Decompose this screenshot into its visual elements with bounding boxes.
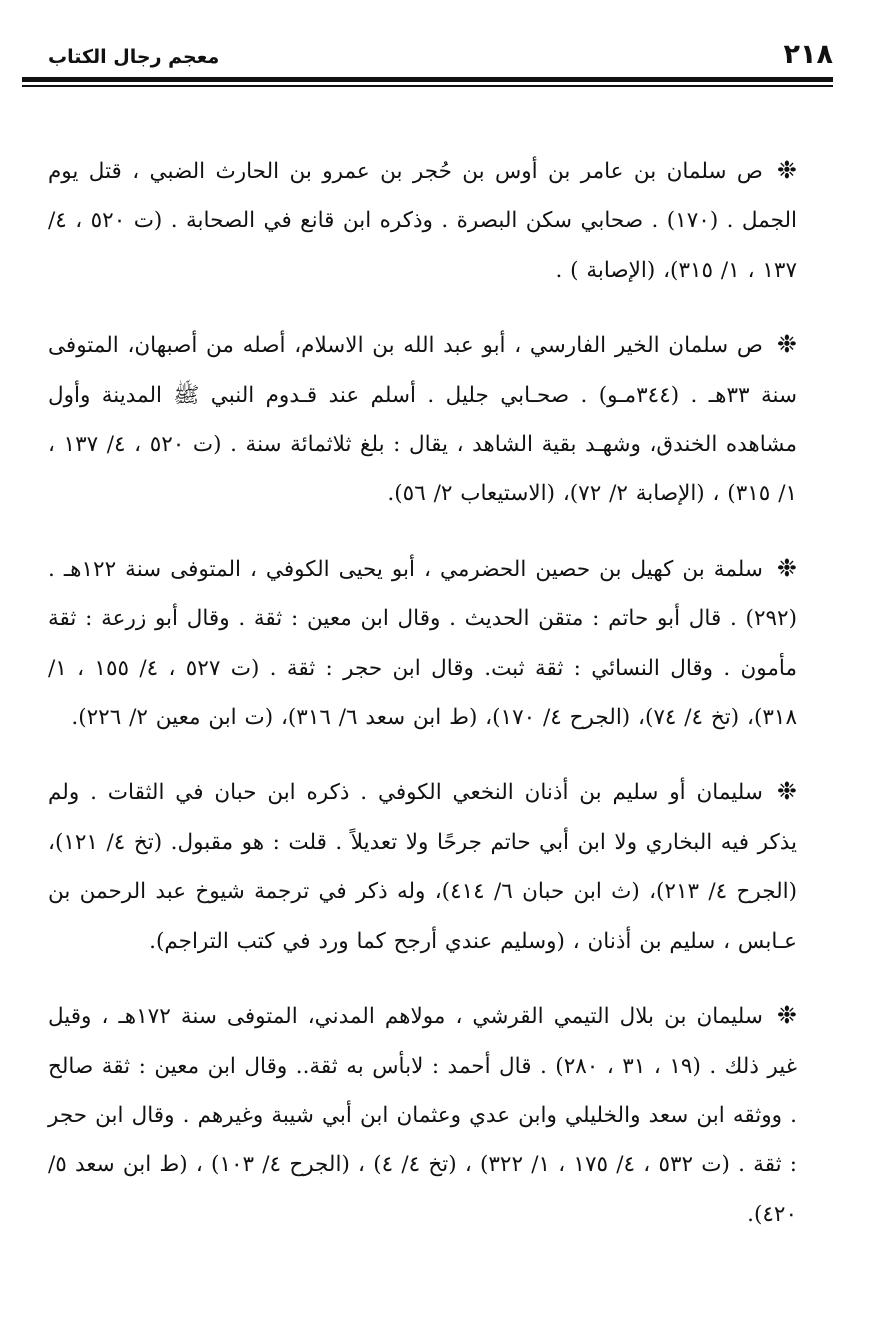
page-header [48, 38, 833, 78]
asterisk-bullet: ❉ [776, 330, 797, 359]
asterisk-bullet: ❉ [776, 553, 797, 582]
entry-text: سليمان بن بلال التيمي القرشي ، مولاهم المدني، المتوفى سنة ١٧٢هـ ، وقيل غير ذلك . (١٩ ، ٣١ ، ٢٨٠) . قال أحمد : لابأس به ثقة.. وقال ابن معين : ثقة صالح . ووثقه ابن سعد والخليلي وابن عدي وعثمان ابن أبي شيبة وغيرهم . وقال ابن حجر : ثقة . (ت ٥٣٢ ، ٤/ ١٧٥ ، ١/ ٣٢٢) ، (تخ ٤/ ٤) ، (الجرح ٤/ ١٠٣) ، (ط ابن سعد ٥/ ٤٢٠). [48, 1004, 798, 1227]
entry-text: سلمة بن كهيل بن حصين الحضرمي ، أبو يحيى الكوفي ، المتوفى سنة ١٢٢هـ . (٢٩٢) . قال أبو حاتم : متقن الحديث . وقال ابن معين : ثقة . وقال أبو زرعة : ثقة مأمون . وقال النسائي : ثقة ثبت. وقال ابن حجر : ثقة . (ت ٥٢٧ ، ٤/ ١٥٥ ، ١/ ٣١٨)، (تخ ٤/ ٧٤)، (الجرح ٤/ ١٧٠)، (ط ابن سعد ٦/ ٣١٦)، (ت ابن معين ٢/ ٢٢٦). [48, 556, 797, 731]
entry-sulayman-ibn-bilal [48, 991, 797, 1239]
entry-salman-al-farisi [48, 320, 797, 519]
header-rule-thin [22, 85, 833, 87]
asterisk-bullet: ❉ [776, 777, 797, 806]
entry-text: ص سلمان بن عامر بن أوس بن حُجر بن عمرو بن الحارث الضبي ، قتل يوم الجمل . (١٧٠) . صحابي سكن البصرة . وذكره ابن قانع في الصحابة . (ت ٥٢٠ ، ٤/ ١٣٧ ، ١/ ٣١٥)، (الإصابة ) . [48, 159, 797, 283]
entry-text: سليمان أو سليم بن أذنان النخعي الكوفي . ذكره ابن حبان في الثقات . ولم يذكر فيه البخاري ولا ابن أبي حاتم جرحًا ولا تعديلاً . قلت : هو مقبول. (تخ ٤/ ١٢١)، (الجرح ٤/ ٢١٣)، (ث ابن حبان ٦/ ٤١٤)، وله ذكر في ترجمة شيوخ عبد الرحمن بن عـابس ، سليم بن أذنان ، (وسليم عندي أرجح كما ورد في كتب التراجم). [48, 780, 798, 954]
entry-sulayman-ibn-adhnan [48, 767, 797, 966]
entry-text: ص سلمان الخير الفارسي ، أبو عبد الله بن الاسلام، أصله من أصبهان، المتوفى سنة ٣٣هـ . (٣٤٤مـو) . صحـابي جليل . أسلم عند قـدوم النبي ﷺ المدينة وأول مشاهده الخندق، وشهـد بقية الشاهد ، يقال : بلغ ثلاثمائة سنة . (ت ٥٢٠ ، ٤/ ١٣٧ ، ١/ ٣١٥) ، (الإصابة ٢/ ٧٢)، (الاستيعاب ٢/ ٥٦). [48, 333, 798, 507]
page-number: ٢١٨ [783, 39, 833, 70]
header-rule-thick [22, 77, 833, 82]
entries-list [48, 146, 797, 1264]
asterisk-bullet: ❉ [776, 156, 797, 184]
running-title: معجم رجال الكتاب [48, 46, 220, 68]
entry-salama-ibn-kuhayl [48, 544, 797, 743]
entry-salman-ibn-amir [48, 146, 797, 295]
asterisk-bullet: ❉ [776, 1001, 797, 1030]
